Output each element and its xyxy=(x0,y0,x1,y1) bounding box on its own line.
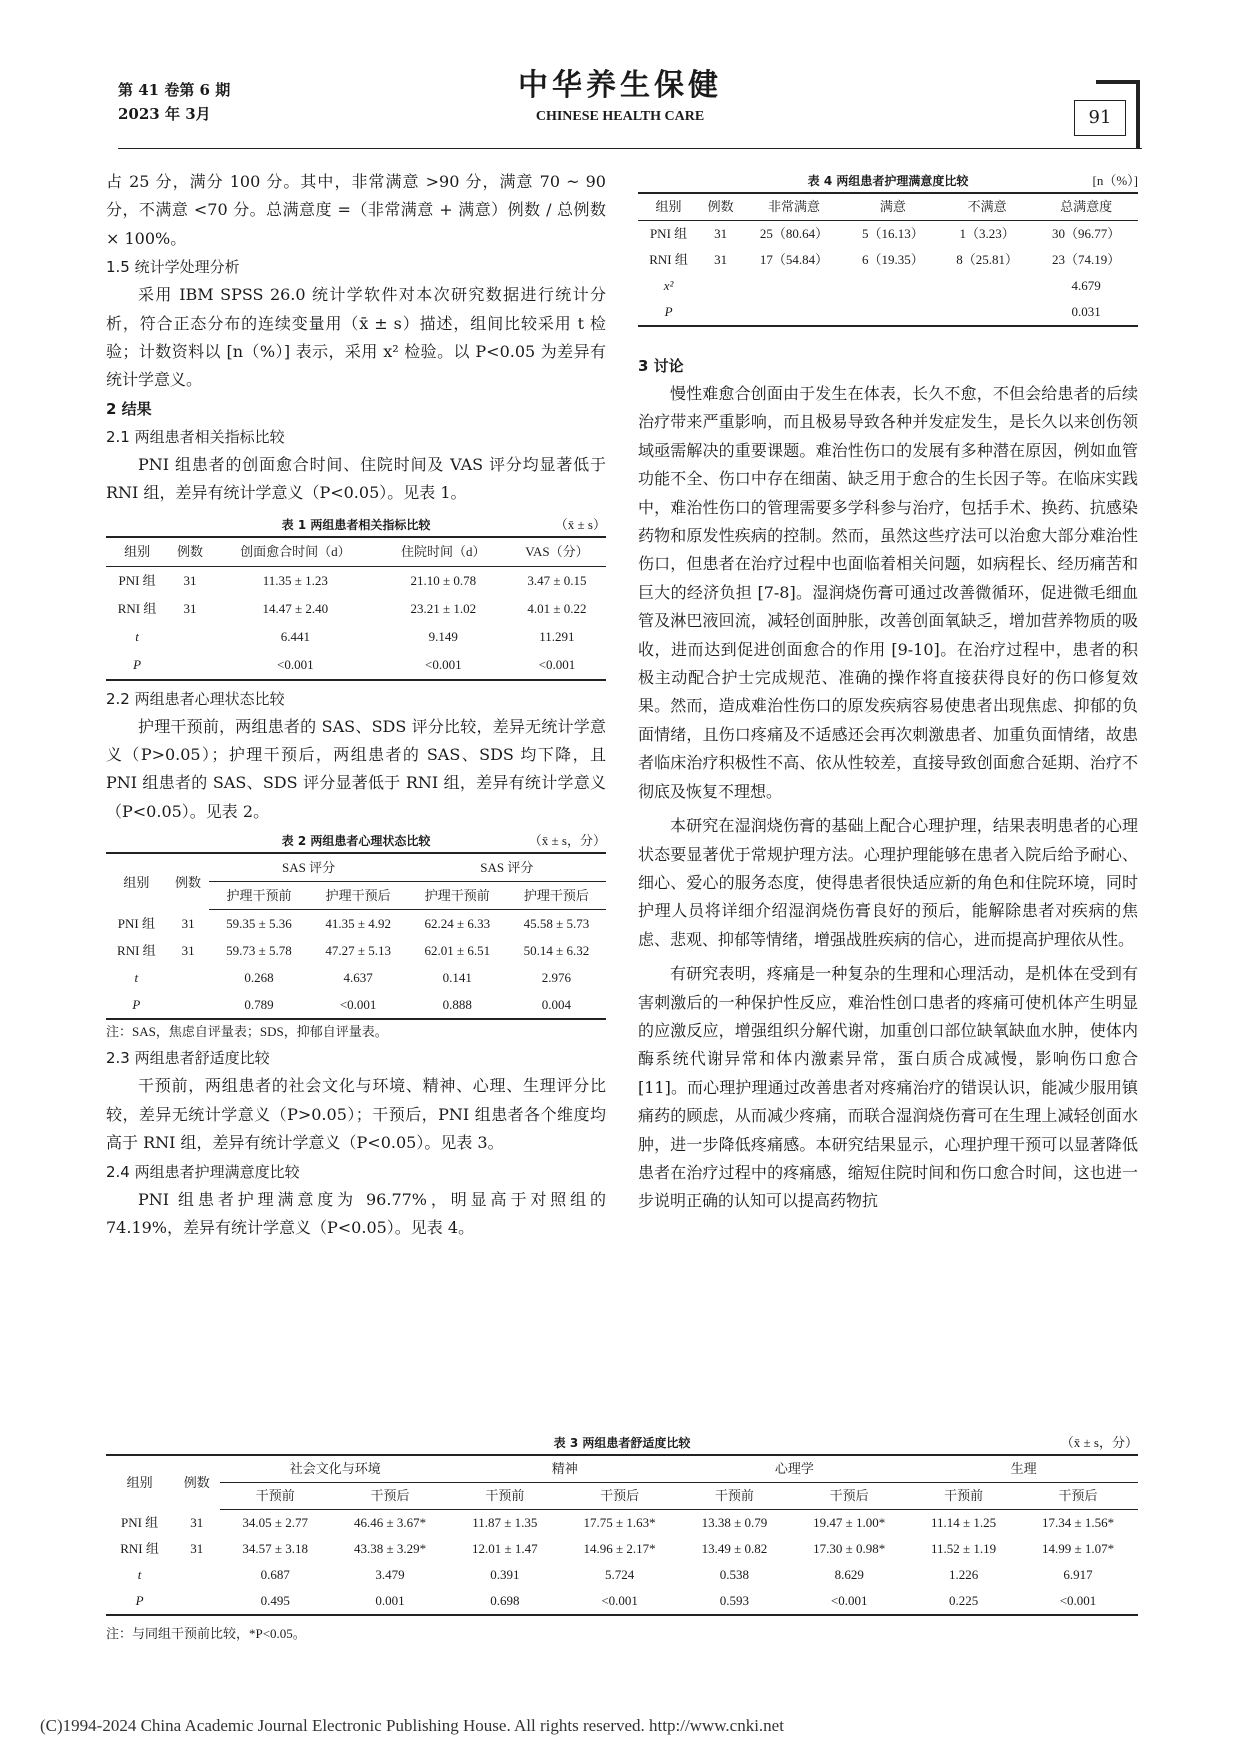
header-rule xyxy=(118,148,1142,149)
table-header: 组别 xyxy=(106,853,167,910)
table-subheader: 干预前 xyxy=(680,1483,790,1510)
data-table xyxy=(106,1454,1138,1616)
section-heading: 2.4 两组患者护理满意度比较 xyxy=(106,1162,300,1181)
paragraph: 慢性难愈合创面由于发生在体表，长久不愈，不但会给患者的后续治疗带来严重影响，而且极易导致各种并发症发生，是长久以来创伤领域亟需解决的重要课题。难治性伤口的发展有多种潜在原因，例如血管功能不全、伤口中存在细菌、缺乏用于愈合的生长因子等。在临床实践中，难治性伤口的管理需要多学科参与治疗，包括手术、换药、抗感染药物和原发性疾病的控制。然而，虽然这些疗法可以治愈大部分难治性伤口，但患者在治疗过程中也面临着相关问题，如病程长、经历痛苦和巨大的经济负担 [7-8]。湿润烧伤膏可通过改善微循环，促进微毛细血管及淋巴液回流，减轻创面肿胀，改善创面氧缺乏，增加营养物质的吸收，进而达到促进创面愈合的作用 [9-10]。在治疗过程中，患者的积极主动配合护士完成规范、准确的操作将直接获得良好的伤口修复效果。然而，造成难治性伤口的原发疾病容易使患者出现焦虑、抑郁的负面情绪，且伤口疼痛及不适感还会再次刺激患者、加重负面情绪，故患者临床治疗积极性不高、依从性较差，直接导致创面愈合延期、治疗不彻底及恢复不理想。 xyxy=(638,384,1138,801)
table-cell: 12.01 ± 1.47 xyxy=(472,1541,538,1556)
table-cell: 0.391 xyxy=(490,1567,520,1582)
table-cell xyxy=(846,273,940,299)
table-cell: RNI 组 xyxy=(120,1541,159,1556)
table-header: 创面愈合时间（d） xyxy=(212,537,379,567)
table-note: 注：SAS，焦虑自评量表；SDS，抑郁自评量表。 xyxy=(106,1024,388,1040)
table-cell: 14.47 ± 2.40 xyxy=(262,600,329,616)
table-subheader: 干预后 xyxy=(1018,1483,1138,1510)
table-cell: P xyxy=(638,299,699,326)
table-cell: 3.479 xyxy=(375,1567,405,1582)
table-header: 不满意 xyxy=(940,193,1034,221)
table-row xyxy=(106,991,606,1019)
table-cell: 11.87 ± 1.35 xyxy=(472,1515,538,1530)
table-cell: 5（16.13） xyxy=(862,226,924,241)
table-cell: 11.291 xyxy=(539,628,575,644)
publication-date: 2023 年 3月 xyxy=(118,105,211,123)
table-subheader: 干预后 xyxy=(560,1483,680,1510)
table-cell: 23.21 ± 1.02 xyxy=(410,600,477,616)
table-cell: 8.629 xyxy=(834,1567,864,1582)
section-heading: 3 讨论 xyxy=(638,357,684,375)
table-cell: 1（3.23） xyxy=(959,226,1015,241)
paragraph: PNI 组患者的创面愈合时间、住院时间及 VAS 评分均显著低于 RNI 组，差异有统计学意义（P<0.05）。见表 1。 xyxy=(106,454,606,503)
table-4 xyxy=(638,170,1138,327)
table-cell: 41.35 ± 4.92 xyxy=(325,916,391,932)
table-caption: 表 2 两组患者心理状态比较 （x̄ ± s，分） xyxy=(106,830,606,852)
table-cell: 4.679 xyxy=(1071,278,1101,293)
table-note: 注：与同组干预前比较，*P<0.05。 xyxy=(106,1626,306,1641)
table-cell: 19.47 ± 1.00* xyxy=(813,1515,886,1530)
table-subheader: 护理干预后 xyxy=(507,882,606,910)
table-unit: （x̄ ± s） xyxy=(554,516,606,532)
section-heading: 2.3 两组患者舒适度比较 xyxy=(106,1049,270,1068)
table-cell: 25（80.64） xyxy=(759,226,829,241)
table-cell: 0.225 xyxy=(909,1588,1018,1615)
table-cell: <0.001 xyxy=(560,1588,680,1615)
table-header: 例数 xyxy=(167,853,210,910)
table-cell: 34.05 ± 2.77 xyxy=(242,1515,309,1530)
table-subheader: 干预前 xyxy=(909,1483,1018,1510)
header-ornament-top xyxy=(1096,80,1140,84)
table-subheader: 护理干预前 xyxy=(408,882,507,910)
table-cell: 0.593 xyxy=(680,1588,790,1615)
paragraph: PNI 组患者护理满意度为 96.77%，明显高于对照组的 74.19%，差异有统计学意义（P<0.05）。见表 4。 xyxy=(106,1189,606,1237)
table-subheader: 干预后 xyxy=(330,1483,450,1510)
table-cell: 59.73 ± 5.78 xyxy=(226,943,292,959)
table-cell: <0.001 xyxy=(379,651,508,680)
data-table xyxy=(106,536,606,681)
table-cell: 11.14 ± 1.25 xyxy=(931,1515,997,1530)
table-cell: 3.47 ± 0.15 xyxy=(527,572,587,588)
table-row xyxy=(638,221,1138,248)
table-cell: 17.34 ± 1.56* xyxy=(1041,1515,1115,1530)
table-cell xyxy=(940,273,1034,299)
table-3 xyxy=(106,1432,1138,1646)
table-header: SAS 评分 xyxy=(408,853,606,882)
table-cell: P xyxy=(106,651,168,680)
table-caption: 表 1 两组患者相关指标比较 （x̄ ± s） xyxy=(106,514,606,536)
table-cell xyxy=(742,299,846,326)
table-2 xyxy=(106,830,606,1044)
table-row xyxy=(106,651,606,680)
table-cell xyxy=(168,651,212,680)
table-cell xyxy=(167,964,210,991)
table-row xyxy=(106,1588,1138,1615)
table-cell: t xyxy=(134,970,139,986)
table-cell: 1.226 xyxy=(948,1567,979,1582)
table-unit: （x̄ ± s，分） xyxy=(1060,1435,1138,1450)
table-cell: x² xyxy=(663,278,674,293)
table-subheader: 干预前 xyxy=(450,1483,560,1510)
table-cell: 46.46 ± 3.67* xyxy=(353,1515,427,1530)
table-cell: RNI 组 xyxy=(117,600,157,616)
table-cell: <0.001 xyxy=(508,651,606,680)
table-cell: 34.57 ± 3.18 xyxy=(242,1541,309,1556)
table-header: 组别 xyxy=(106,1455,173,1510)
table-cell: 13.38 ± 0.79 xyxy=(701,1515,768,1530)
data-table xyxy=(106,852,606,1020)
table-cell: 31 xyxy=(181,916,195,932)
table-cell xyxy=(168,623,212,651)
table-cell: 6.441 xyxy=(280,628,310,644)
paragraph: 占 25 分，满分 100 分。其中，非常满意 >90 分，满意 70 ~ 90 分，不满意 <70 分。总满意度 =（非常满意 + 满意）例数 / 总例数 × 100%。 xyxy=(106,172,606,248)
section-heading: 2 结果 xyxy=(106,399,152,418)
table-row xyxy=(638,273,1138,299)
table-cell: 11.35 ± 1.23 xyxy=(262,572,328,588)
table-cell xyxy=(940,299,1034,326)
table-cell: 0.031 xyxy=(1034,299,1138,326)
table-cell xyxy=(167,991,210,1019)
table-cell: <0.001 xyxy=(1018,1588,1138,1615)
table-cell: PNI 组 xyxy=(118,572,156,588)
table-cell: 31 xyxy=(190,1514,204,1530)
table-cell: 0.888 xyxy=(408,991,507,1019)
table-cell: 2.976 xyxy=(541,970,572,986)
table-cell: 14.99 ± 1.07* xyxy=(1041,1541,1115,1556)
table-header: 心理学 xyxy=(680,1455,910,1483)
page-number: 91 xyxy=(1074,100,1126,136)
table-unit: （x̄ ± s，分） xyxy=(528,833,606,849)
data-table xyxy=(638,192,1138,327)
table-subheader: 护理干预后 xyxy=(309,882,408,910)
table-cell: 31 xyxy=(183,572,197,588)
table-cell xyxy=(742,273,846,299)
table-cell: <0.001 xyxy=(309,991,408,1019)
table-cell: RNI 组 xyxy=(117,943,156,959)
table-cell: 11.52 ± 1.19 xyxy=(931,1541,997,1556)
table-cell: 0.495 xyxy=(220,1588,330,1615)
header-ornament xyxy=(1136,80,1140,148)
table-cell: 17（54.84） xyxy=(759,252,829,267)
table-cell: 45.58 ± 5.73 xyxy=(523,916,590,932)
table-cell: 17.75 ± 1.63* xyxy=(583,1515,656,1530)
table-header: 满意 xyxy=(846,193,940,221)
table-header: 生理 xyxy=(909,1455,1138,1483)
paragraph: 干预前，两组患者的社会文化与环境、精神、心理、生理评分比较，差异无统计学意义（P>0.05）；干预后，PNI 组患者各个维度均高于 RNI 组，差异有统计学意义（P<0.05）。见表 3。 xyxy=(106,1076,606,1153)
table-row xyxy=(106,1510,1138,1537)
volume-issue: 第 41 卷第 6 期 xyxy=(118,81,231,99)
table-subheader: 护理干预前 xyxy=(209,882,308,910)
table-cell xyxy=(846,299,940,326)
table-cell xyxy=(699,299,742,326)
table-cell: 31 xyxy=(714,252,728,267)
table-cell: 0.698 xyxy=(450,1588,560,1615)
paragraph: 采用 IBM SPSS 26.0 统计学软件对本次研究数据进行统计分析，符合正态分布的连续变量用（x̄ ± s）描述，组间比较采用 t 检验；计数资料以 [n（%）] 表示，采用 x² 检验。以 P<0.05 为差异有统计学意义。 xyxy=(106,285,606,390)
journal-title-cn: 中华养生保健 xyxy=(518,68,722,103)
table-cell: 21.10 ± 0.78 xyxy=(410,572,477,588)
table-row xyxy=(106,937,606,964)
table-cell: 43.38 ± 3.29* xyxy=(353,1541,427,1556)
table-cell: PNI 组 xyxy=(649,226,688,241)
table-cell: 0.538 xyxy=(719,1567,750,1582)
table-cell: 31 xyxy=(190,1541,204,1556)
table-row xyxy=(638,299,1138,326)
table-cell: RNI 组 xyxy=(649,252,688,267)
paragraph: 有研究表明，疼痛是一种复杂的生理和心理活动，是机体在受到有害刺激后的一种保护性反应，难治性创口患者的疼痛可使机体产生明显的应激反应，增强组织分解代谢，加重创口部位缺氧缺血水肿，使体内酶系统代谢异常和体内激素异常，蛋白质合成减慢，影响伤口愈合 [11]。而心理护理通过改善患者对疼痛治疗的错误认识，能减少服用镇痛药的顾虑，从而减少疼痛，而联合湿润烧伤膏可在生理上减轻创面水肿，进一步降低疼痛感。本研究结果显示，心理护理干预可以显著降低患者在治疗过程中的疼痛感，缩短住院时间和伤口愈合时间，这也进一步说明正确的认知可以提高药物抗 xyxy=(638,964,1138,1211)
table-cell: t xyxy=(137,1567,142,1582)
copyright-footer: (C)1994-2024 China Academic Journal Electronic Publishing House. All rights reserved. http://www.cnki.net xyxy=(40,1716,784,1735)
paragraph: 护理干预前，两组患者的 SAS、SDS 评分比较，差异无统计学意义（P>0.05）；护理干预后，两组患者的 SAS、SDS 均下降，且 PNI 组患者的 SAS、SDS 评分显著低于 RNI 组，差异有统计学意义（P<0.05）。见表 2。 xyxy=(106,716,606,821)
table-header: 组别 xyxy=(638,193,699,221)
table-header: 总满意度 xyxy=(1034,193,1138,221)
table-header: VAS（分） xyxy=(508,537,606,567)
table-cell: 31 xyxy=(183,600,197,616)
table-header: SAS 评分 xyxy=(209,853,407,882)
table-cell: 0.789 xyxy=(209,991,308,1019)
table-cell xyxy=(173,1588,220,1615)
table-row xyxy=(106,1536,1138,1562)
table-unit: [n（%）] xyxy=(1092,173,1138,188)
table-row xyxy=(106,964,606,991)
table-cell: 30（96.77） xyxy=(1052,226,1121,241)
table-cell: 62.01 ± 6.51 xyxy=(424,943,491,959)
table-cell: 0.687 xyxy=(260,1567,290,1582)
section-heading: 2.1 两组患者相关指标比较 xyxy=(106,427,285,446)
table-cell: 47.27 ± 5.13 xyxy=(325,943,391,959)
table-cell: 9.149 xyxy=(428,628,458,644)
table-cell: 5.724 xyxy=(604,1567,635,1582)
issue-info xyxy=(118,78,230,126)
table-row xyxy=(106,623,606,651)
table-header: 社会文化与环境 xyxy=(220,1455,450,1483)
journal-title-en: CHINESE HEALTH CARE xyxy=(535,109,705,124)
table-cell: 62.24 ± 6.33 xyxy=(424,916,491,932)
table-cell: 0.001 xyxy=(330,1588,450,1615)
table-cell: 6（19.35） xyxy=(862,252,924,267)
table-cell: 31 xyxy=(181,943,195,959)
table-cell: 8（25.81） xyxy=(956,252,1019,267)
table-cell: 6.917 xyxy=(1063,1567,1093,1582)
table-cell: PNI 组 xyxy=(117,916,155,932)
section-heading: 2.2 两组患者心理状态比较 xyxy=(106,689,285,708)
table-cell: 13.49 ± 0.82 xyxy=(701,1541,768,1556)
paragraph: 本研究在湿润烧伤膏的基础上配合心理护理，结果表明患者的心理状态要显著优于常规护理方法。心理护理能够在患者入院后给予耐心、细心、爱心的服务态度，使得患者很快适应新的角色和住院环境，同时护理人员将详细介绍湿润烧伤膏良好的预后，能解除患者对疾病的焦虑、悲观、抑郁等情绪，增强战胜疾病的信心，进而提高护理依从性。 xyxy=(638,816,1138,949)
table-row xyxy=(106,595,606,623)
table-cell: 59.35 ± 5.36 xyxy=(226,916,292,932)
table-cell: <0.001 xyxy=(212,651,379,680)
table-row xyxy=(106,566,606,595)
table-row xyxy=(106,910,606,938)
table-subheader: 干预后 xyxy=(789,1483,909,1510)
journal-masthead xyxy=(440,66,800,128)
table-cell: 4.637 xyxy=(343,970,373,986)
table-header: 组别 xyxy=(106,537,168,567)
table-caption: 表 3 两组患者舒适度比较 （x̄ ± s，分） xyxy=(106,1432,1138,1454)
table-cell: 50.14 ± 6.32 xyxy=(523,943,590,959)
table-cell xyxy=(173,1562,220,1588)
table-header: 例数 xyxy=(173,1455,220,1510)
table-cell: P xyxy=(106,991,167,1019)
table-cell: 31 xyxy=(714,226,728,241)
table-header: 住院时间（d） xyxy=(379,537,508,567)
table-row xyxy=(638,247,1138,273)
table-1 xyxy=(106,514,606,681)
table-cell: 0.004 xyxy=(507,991,606,1019)
right-column xyxy=(638,352,1138,1216)
table-header: 例数 xyxy=(699,193,742,221)
table-cell: 17.30 ± 0.98* xyxy=(813,1541,886,1556)
left-column xyxy=(106,168,606,1242)
table-cell: 0.141 xyxy=(442,970,472,986)
table-cell: 0.268 xyxy=(244,970,274,986)
table-cell xyxy=(699,273,742,299)
table-cell: 23（74.19） xyxy=(1052,252,1121,267)
table-cell: 14.96 ± 2.17* xyxy=(583,1541,656,1556)
table-cell: P xyxy=(106,1588,173,1615)
table-caption: 表 4 两组患者护理满意度比较 [n（%）] xyxy=(638,170,1138,192)
table-row xyxy=(106,1562,1138,1588)
table-subheader: 干预前 xyxy=(220,1483,330,1510)
table-header: 精神 xyxy=(450,1455,680,1483)
table-cell: <0.001 xyxy=(789,1588,909,1615)
table-header: 非常满意 xyxy=(742,193,846,221)
table-cell: PNI 组 xyxy=(120,1514,159,1530)
section-heading: 1.5 统计学处理分析 xyxy=(106,258,240,277)
table-header: 例数 xyxy=(168,537,212,567)
table-cell: t xyxy=(135,628,139,644)
table-cell: 4.01 ± 0.22 xyxy=(527,600,587,616)
